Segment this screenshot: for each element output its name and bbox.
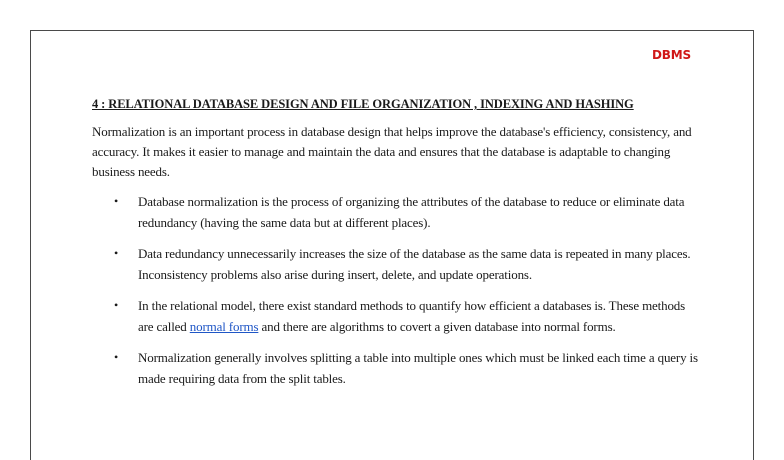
intro-paragraph: Normalization is an important process in database design that helps improve the database's efficiency, consistency, and accuracy. It makes it easier to manage and maintain the data and ensures that the database is adaptable to changing business needs. — [92, 124, 692, 179]
bullet-icon: • — [114, 246, 119, 260]
list-item — [92, 295, 702, 337]
bullet-icon: • — [114, 350, 119, 364]
chapter-heading: 4 : RELATIONAL DATABASE DESIGN AND FILE ORGANIZATION , INDEXING AND HASHING — [92, 97, 634, 111]
normal-forms-link[interactable]: normal forms — [189, 319, 259, 334]
bullet-list — [92, 191, 702, 389]
bullet-icon: • — [114, 298, 119, 312]
list-item — [92, 191, 702, 233]
list-item-text-after: and there are algorithms to covert a given database into normal forms. — [258, 319, 616, 334]
list-item-text: Data redundancy unnecessarily increases the size of the database as the same data is repeated in many places. Inconsistency problems also arise during insert, delete, and update operations. — [138, 246, 691, 282]
header-subject-tag: DBMS — [652, 48, 691, 62]
list-item-text-before: In the relational model, there exist standard methods to quantify how efficient a databases is. These methods are called — [138, 298, 686, 334]
list-item — [92, 243, 702, 285]
document-content — [92, 94, 702, 399]
list-item — [92, 347, 702, 389]
list-item-text: Normalization generally involves splitting a table into multiple ones which must be linked each time a query is made requiring data from the split tables. — [138, 350, 698, 386]
list-item-text: Database normalization is the process of organizing the attributes of the database to reduce or eliminate data redundancy (having the same data but at different places). — [138, 194, 685, 230]
bullet-icon: • — [114, 194, 119, 208]
